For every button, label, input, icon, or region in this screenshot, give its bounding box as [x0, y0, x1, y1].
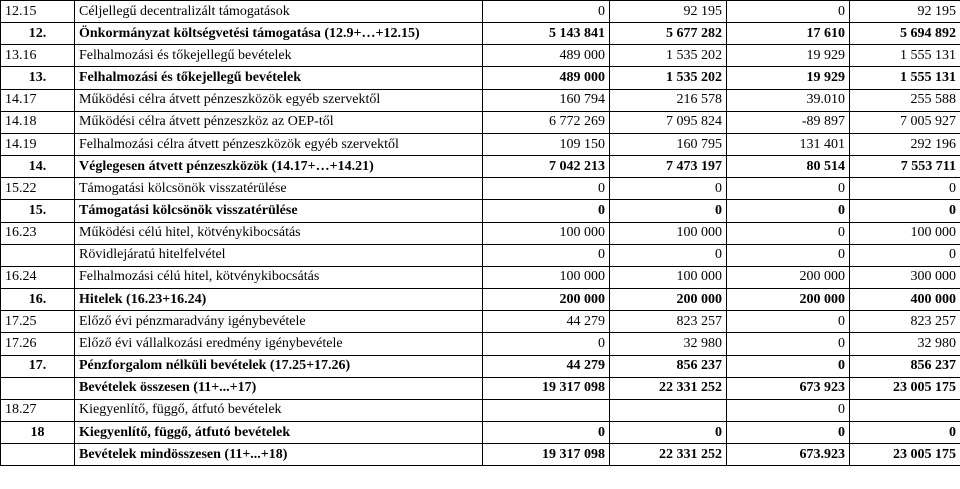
value-new-estimate	[850, 399, 960, 421]
value-change: 19 929	[727, 45, 850, 67]
table-row	[1, 133, 960, 155]
table-row	[1, 111, 960, 133]
value-modified-estimate: 0	[610, 200, 727, 222]
value-change: 673.923	[727, 444, 850, 466]
table-row	[1, 45, 960, 67]
value-original-estimate: 0	[483, 1, 610, 23]
value-modified-estimate: 100 000	[610, 222, 727, 244]
value-modified-estimate: 160 795	[610, 133, 727, 155]
row-name: Hitelek (16.23+16.24)	[75, 289, 483, 311]
row-code: 16.	[1, 289, 75, 311]
value-original-estimate: 7 042 213	[483, 156, 610, 178]
value-new-estimate: 23 005 175	[850, 377, 960, 399]
value-original-estimate: 19 317 098	[483, 444, 610, 466]
table-row-subtotal	[1, 444, 960, 466]
value-original-estimate: 100 000	[483, 266, 610, 288]
table-body	[1, 1, 960, 466]
value-change: 0	[727, 1, 850, 23]
value-original-estimate: 489 000	[483, 67, 610, 89]
table-row	[1, 89, 960, 111]
value-new-estimate: 32 980	[850, 333, 960, 355]
row-code: 13.16	[1, 45, 75, 67]
row-code: 13.	[1, 67, 75, 89]
table-row	[1, 244, 960, 266]
table-row	[1, 266, 960, 288]
value-new-estimate: 400 000	[850, 289, 960, 311]
value-change: 0	[727, 178, 850, 200]
row-name: Támogatási kölcsönök visszatérülése	[75, 178, 483, 200]
value-modified-estimate: 856 237	[610, 355, 727, 377]
row-name: Előző évi pénzmaradvány igénybevétele	[75, 311, 483, 333]
value-change: 0	[727, 311, 850, 333]
value-change: 0	[727, 200, 850, 222]
row-name: Céljellegű decentralizált támogatások	[75, 1, 483, 23]
value-change: 0	[727, 333, 850, 355]
table-row-subtotal	[1, 23, 960, 45]
row-name: Felhalmozási és tőkejellegű bevételek	[75, 45, 483, 67]
value-modified-estimate: 22 331 252	[610, 377, 727, 399]
value-modified-estimate	[610, 399, 727, 421]
row-code: 18	[1, 421, 75, 443]
row-code	[1, 244, 75, 266]
value-original-estimate: 6 772 269	[483, 111, 610, 133]
value-modified-estimate: 0	[610, 421, 727, 443]
row-code: 14.19	[1, 133, 75, 155]
row-name: Kiegyenlítő, függő, átfutó bevételek	[75, 421, 483, 443]
value-original-estimate: 44 279	[483, 355, 610, 377]
row-code: 15.22	[1, 178, 75, 200]
table-row-subtotal	[1, 200, 960, 222]
row-name: Bevételek mindösszesen (11+...+18)	[75, 444, 483, 466]
row-code	[1, 377, 75, 399]
row-code: 14.17	[1, 89, 75, 111]
value-change: 131 401	[727, 133, 850, 155]
value-original-estimate: 44 279	[483, 311, 610, 333]
table-row-subtotal	[1, 289, 960, 311]
table-row	[1, 333, 960, 355]
value-original-estimate	[483, 399, 610, 421]
value-new-estimate: 7 553 711	[850, 156, 960, 178]
value-change: 0	[727, 399, 850, 421]
table-row-subtotal	[1, 421, 960, 443]
value-original-estimate: 109 150	[483, 133, 610, 155]
value-modified-estimate: 0	[610, 178, 727, 200]
value-change: 0	[727, 244, 850, 266]
value-new-estimate: 292 196	[850, 133, 960, 155]
value-modified-estimate: 216 578	[610, 89, 727, 111]
row-code	[1, 444, 75, 466]
table-row-subtotal	[1, 156, 960, 178]
value-new-estimate: 1 555 131	[850, 45, 960, 67]
row-code: 16.24	[1, 266, 75, 288]
row-name: Bevételek összesen (11+...+17)	[75, 377, 483, 399]
value-new-estimate: 856 237	[850, 355, 960, 377]
value-modified-estimate: 92 195	[610, 1, 727, 23]
value-modified-estimate: 100 000	[610, 266, 727, 288]
value-original-estimate: 489 000	[483, 45, 610, 67]
value-change: 200 000	[727, 289, 850, 311]
table-row	[1, 311, 960, 333]
value-new-estimate: 823 257	[850, 311, 960, 333]
row-name: Önkormányzat költségvetési támogatása (12.9+…+12.15)	[75, 23, 483, 45]
table-row-subtotal	[1, 377, 960, 399]
table-row	[1, 399, 960, 421]
value-change: 0	[727, 355, 850, 377]
value-new-estimate: 255 588	[850, 89, 960, 111]
value-change: 673 923	[727, 377, 850, 399]
row-code: 14.18	[1, 111, 75, 133]
table-row-subtotal	[1, 355, 960, 377]
value-modified-estimate: 200 000	[610, 289, 727, 311]
value-modified-estimate: 5 677 282	[610, 23, 727, 45]
value-original-estimate: 100 000	[483, 222, 610, 244]
value-change: 17 610	[727, 23, 850, 45]
value-change: 19 929	[727, 67, 850, 89]
value-change: 0	[727, 421, 850, 443]
value-original-estimate: 0	[483, 178, 610, 200]
row-code: 17.26	[1, 333, 75, 355]
value-new-estimate: 0	[850, 200, 960, 222]
row-name: Előző évi vállalkozási eredmény igénybevétele	[75, 333, 483, 355]
value-new-estimate: 1 555 131	[850, 67, 960, 89]
value-modified-estimate: 1 535 202	[610, 67, 727, 89]
row-name: Támogatási kölcsönök visszatérülése	[75, 200, 483, 222]
table-row	[1, 1, 960, 23]
value-original-estimate: 0	[483, 244, 610, 266]
table-row	[1, 222, 960, 244]
value-modified-estimate: 0	[610, 244, 727, 266]
value-modified-estimate: 7 095 824	[610, 111, 727, 133]
value-change: 80 514	[727, 156, 850, 178]
row-name: Működési célra átvett pénzeszközök egyéb szervektől	[75, 89, 483, 111]
value-new-estimate: 0	[850, 244, 960, 266]
value-change: -89 897	[727, 111, 850, 133]
row-code: 18.27	[1, 399, 75, 421]
value-new-estimate: 0	[850, 421, 960, 443]
value-modified-estimate: 22 331 252	[610, 444, 727, 466]
row-name: Rövidlejáratú hitelfelvétel	[75, 244, 483, 266]
value-original-estimate: 200 000	[483, 289, 610, 311]
value-new-estimate: 92 195	[850, 1, 960, 23]
value-modified-estimate: 1 535 202	[610, 45, 727, 67]
value-change: 200 000	[727, 266, 850, 288]
value-new-estimate: 5 694 892	[850, 23, 960, 45]
row-code: 17.25	[1, 311, 75, 333]
value-new-estimate: 100 000	[850, 222, 960, 244]
value-new-estimate: 300 000	[850, 266, 960, 288]
row-code: 15.	[1, 200, 75, 222]
value-new-estimate: 23 005 175	[850, 444, 960, 466]
row-code: 16.23	[1, 222, 75, 244]
value-modified-estimate: 32 980	[610, 333, 727, 355]
value-modified-estimate: 7 473 197	[610, 156, 727, 178]
value-original-estimate: 19 317 098	[483, 377, 610, 399]
value-new-estimate: 0	[850, 178, 960, 200]
value-original-estimate: 0	[483, 421, 610, 443]
value-new-estimate: 7 005 927	[850, 111, 960, 133]
table-row-subtotal	[1, 67, 960, 89]
row-name: Felhalmozási célú hitel, kötvénykibocsátás	[75, 266, 483, 288]
row-code: 12.	[1, 23, 75, 45]
row-name: Véglegesen átvett pénzeszközök (14.17+…+14.21)	[75, 156, 483, 178]
row-name: Kiegyenlítő, függő, átfutó bevételek	[75, 399, 483, 421]
value-change: 0	[727, 222, 850, 244]
value-original-estimate: 0	[483, 333, 610, 355]
table-row	[1, 178, 960, 200]
value-original-estimate: 5 143 841	[483, 23, 610, 45]
row-name: Működési célú hitel, kötvénykibocsátás	[75, 222, 483, 244]
row-code: 12.15	[1, 1, 75, 23]
row-name: Felhalmozási és tőkejellegű bevételek	[75, 67, 483, 89]
row-name: Felhalmozási célra átvett pénzeszközök egyéb szervektől	[75, 133, 483, 155]
value-modified-estimate: 823 257	[610, 311, 727, 333]
row-name: Pénzforgalom nélküli bevételek (17.25+17.26)	[75, 355, 483, 377]
row-code: 17.	[1, 355, 75, 377]
row-name: Működési célra átvett pénzeszköz az OEP-től	[75, 111, 483, 133]
value-change: 39.010	[727, 89, 850, 111]
value-original-estimate: 0	[483, 200, 610, 222]
row-code: 14.	[1, 156, 75, 178]
value-original-estimate: 160 794	[483, 89, 610, 111]
